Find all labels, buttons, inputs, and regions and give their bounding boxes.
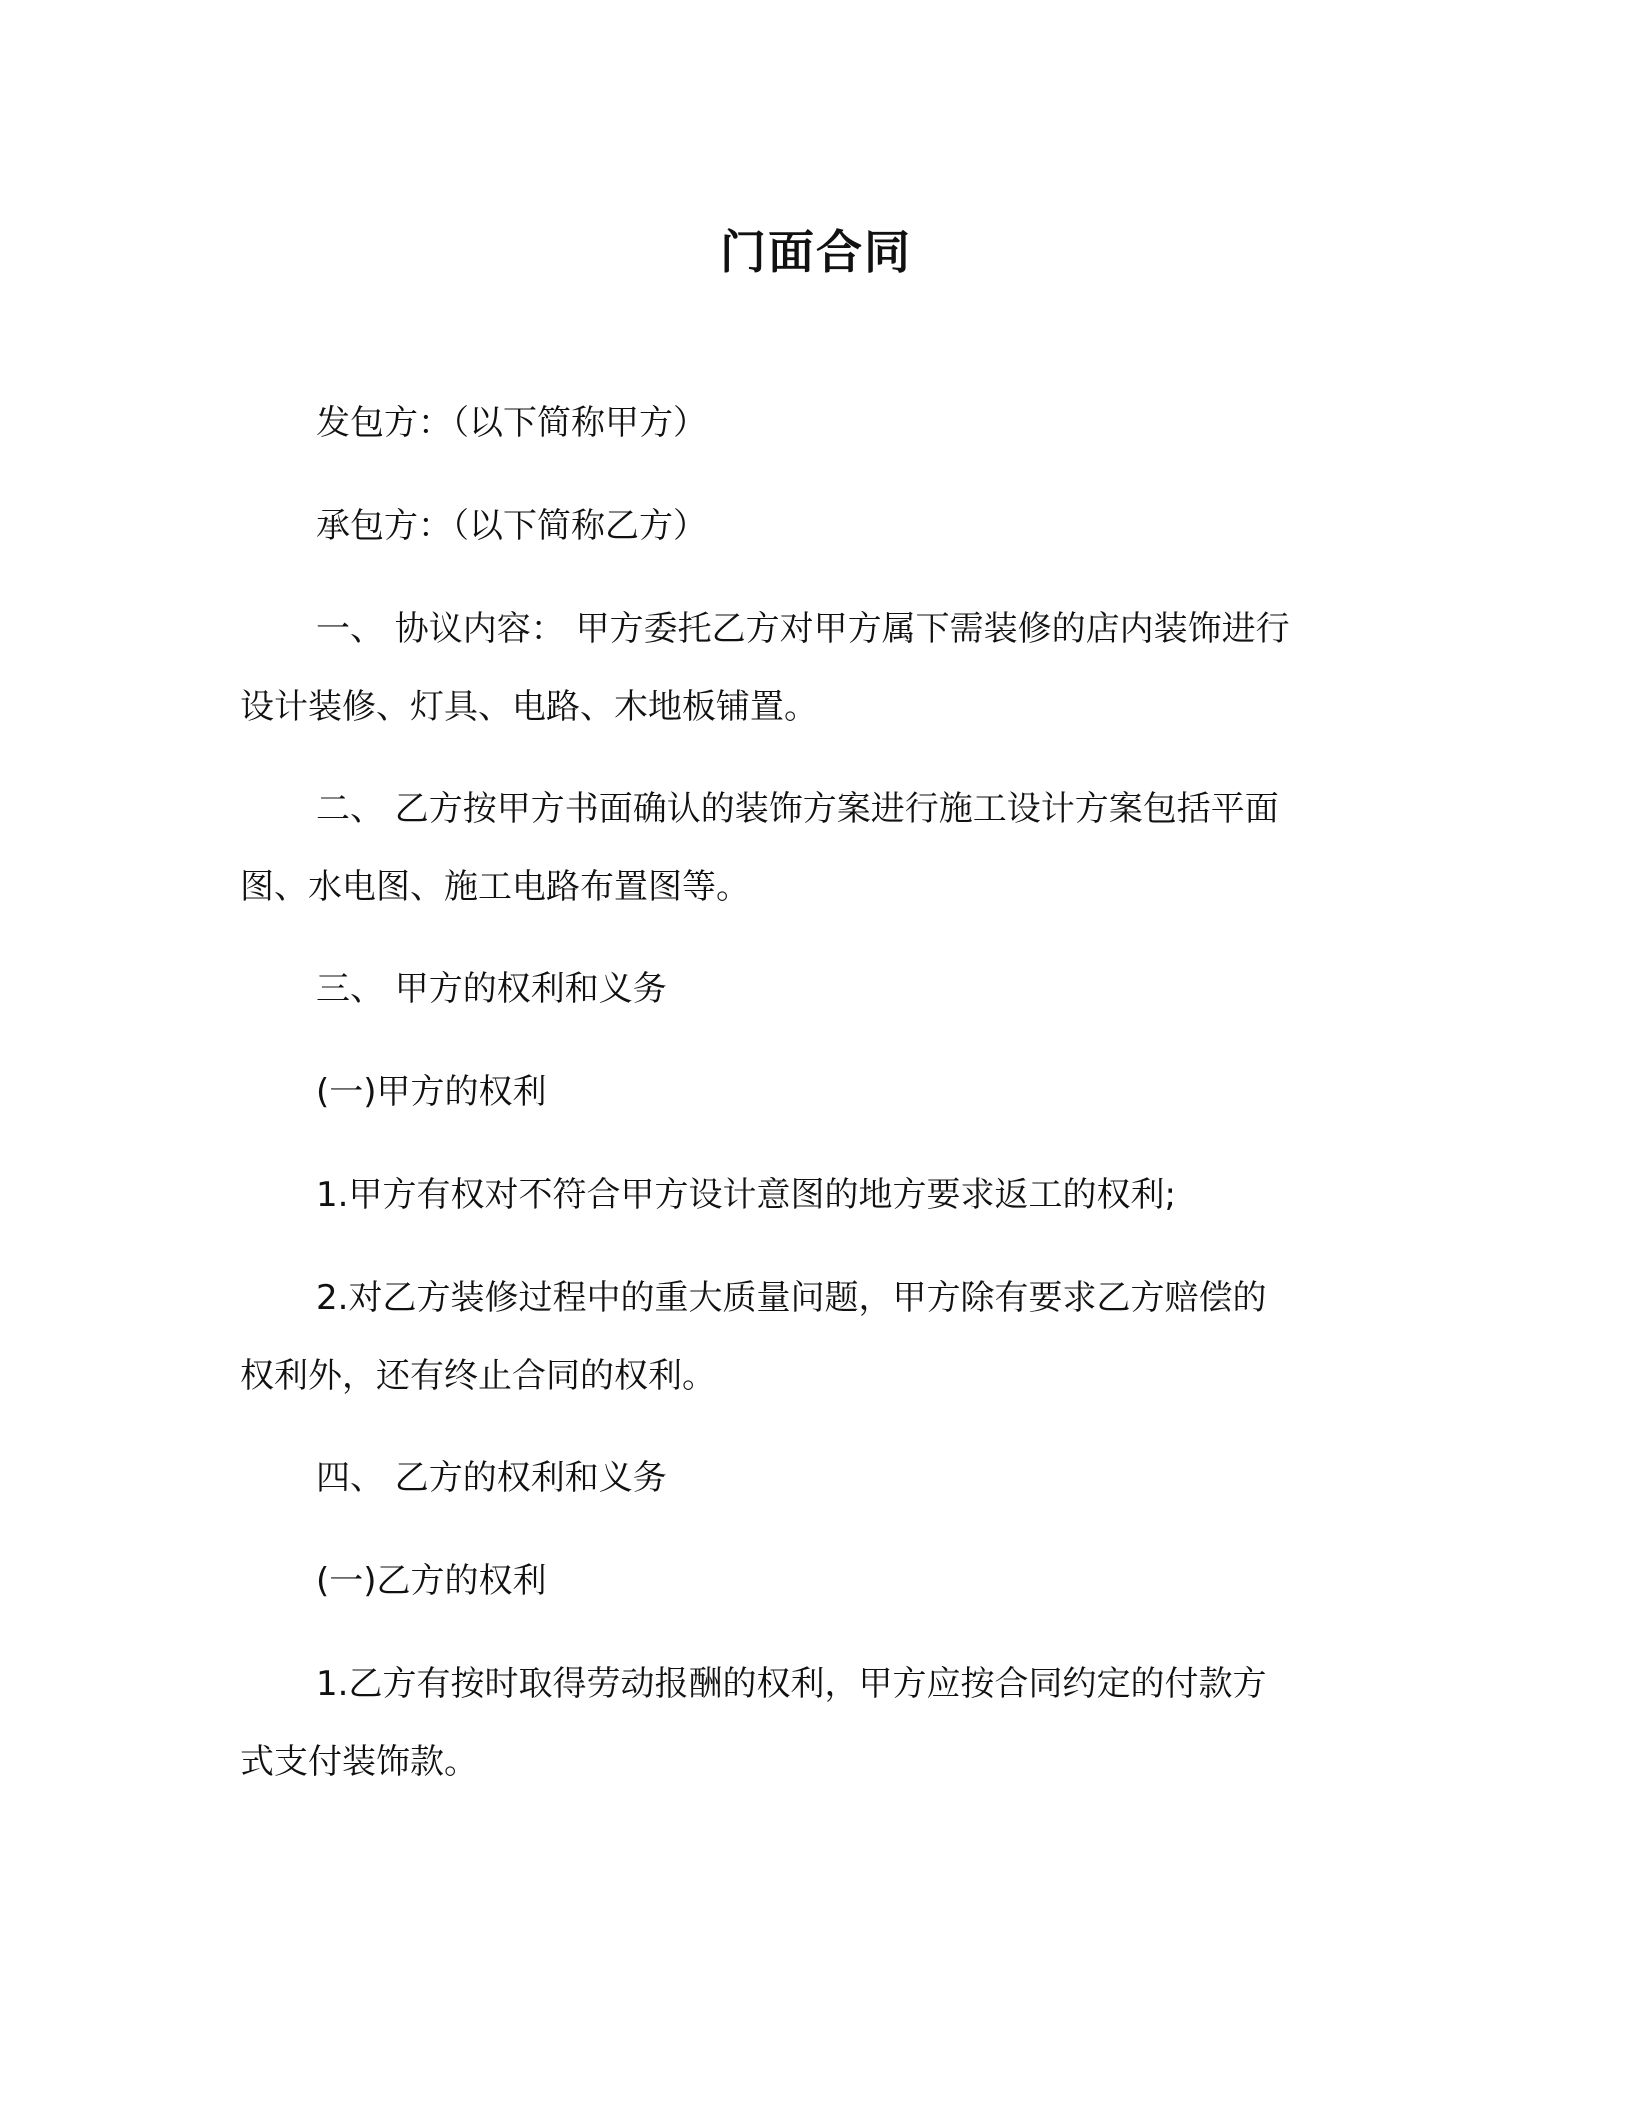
party-b-right-1: [240, 1645, 1390, 1801]
party-a-text: 发包方：（以下简称甲方）: [316, 403, 707, 443]
clause-1-line-2: 设计装修、灯具、电路、木地板铺置。: [240, 687, 818, 727]
party-a-rights-heading-text: (一)甲方的权利: [316, 1072, 547, 1112]
party-a-line: [240, 384, 1390, 462]
party-b-line: [240, 487, 1390, 565]
clause-1-line-1: 一、 协议内容： 甲方委托乙方对甲方属下需装修的店内装饰进行: [316, 609, 1290, 649]
party-a-right-1: [240, 1156, 1390, 1234]
party-a-right-1-text: 1.甲方有权对不符合甲方设计意图的地方要求返工的权利;: [316, 1175, 1176, 1215]
clause-4-heading-text: 四、 乙方的权利和义务: [316, 1458, 667, 1498]
clause-2-line-1: 二、 乙方按甲方书面确认的装饰方案进行施工设计方案包括平面: [316, 789, 1279, 829]
clause-4-heading: [240, 1439, 1390, 1517]
clause-2: [240, 770, 1390, 926]
party-b-rights-heading-text: (一)乙方的权利: [316, 1561, 547, 1601]
party-a-right-2-line-2: 权利外，还有终止合同的权利。: [240, 1356, 716, 1396]
party-b-right-1-line-1: 1.乙方有按时取得劳动报酬的权利，甲方应按合同约定的付款方: [316, 1664, 1267, 1704]
document-title: 门面合同: [720, 225, 912, 279]
clause-3-heading: [240, 950, 1390, 1028]
clause-3-heading-text: 三、 甲方的权利和义务: [316, 969, 667, 1009]
party-a-right-2: [240, 1259, 1390, 1415]
clause-2-line-2: 图、水电图、施工电路布置图等。: [240, 867, 750, 907]
party-a-right-2-line-1: 2.对乙方装修过程中的重大质量问题，甲方除有要求乙方赔偿的: [316, 1278, 1267, 1318]
party-b-right-1-line-2: 式支付装饰款。: [240, 1742, 478, 1782]
party-a-rights-heading: [240, 1053, 1390, 1131]
party-b-text: 承包方：（以下简称乙方）: [316, 506, 707, 546]
clause-1: [240, 590, 1390, 746]
party-b-rights-heading: [240, 1542, 1390, 1620]
